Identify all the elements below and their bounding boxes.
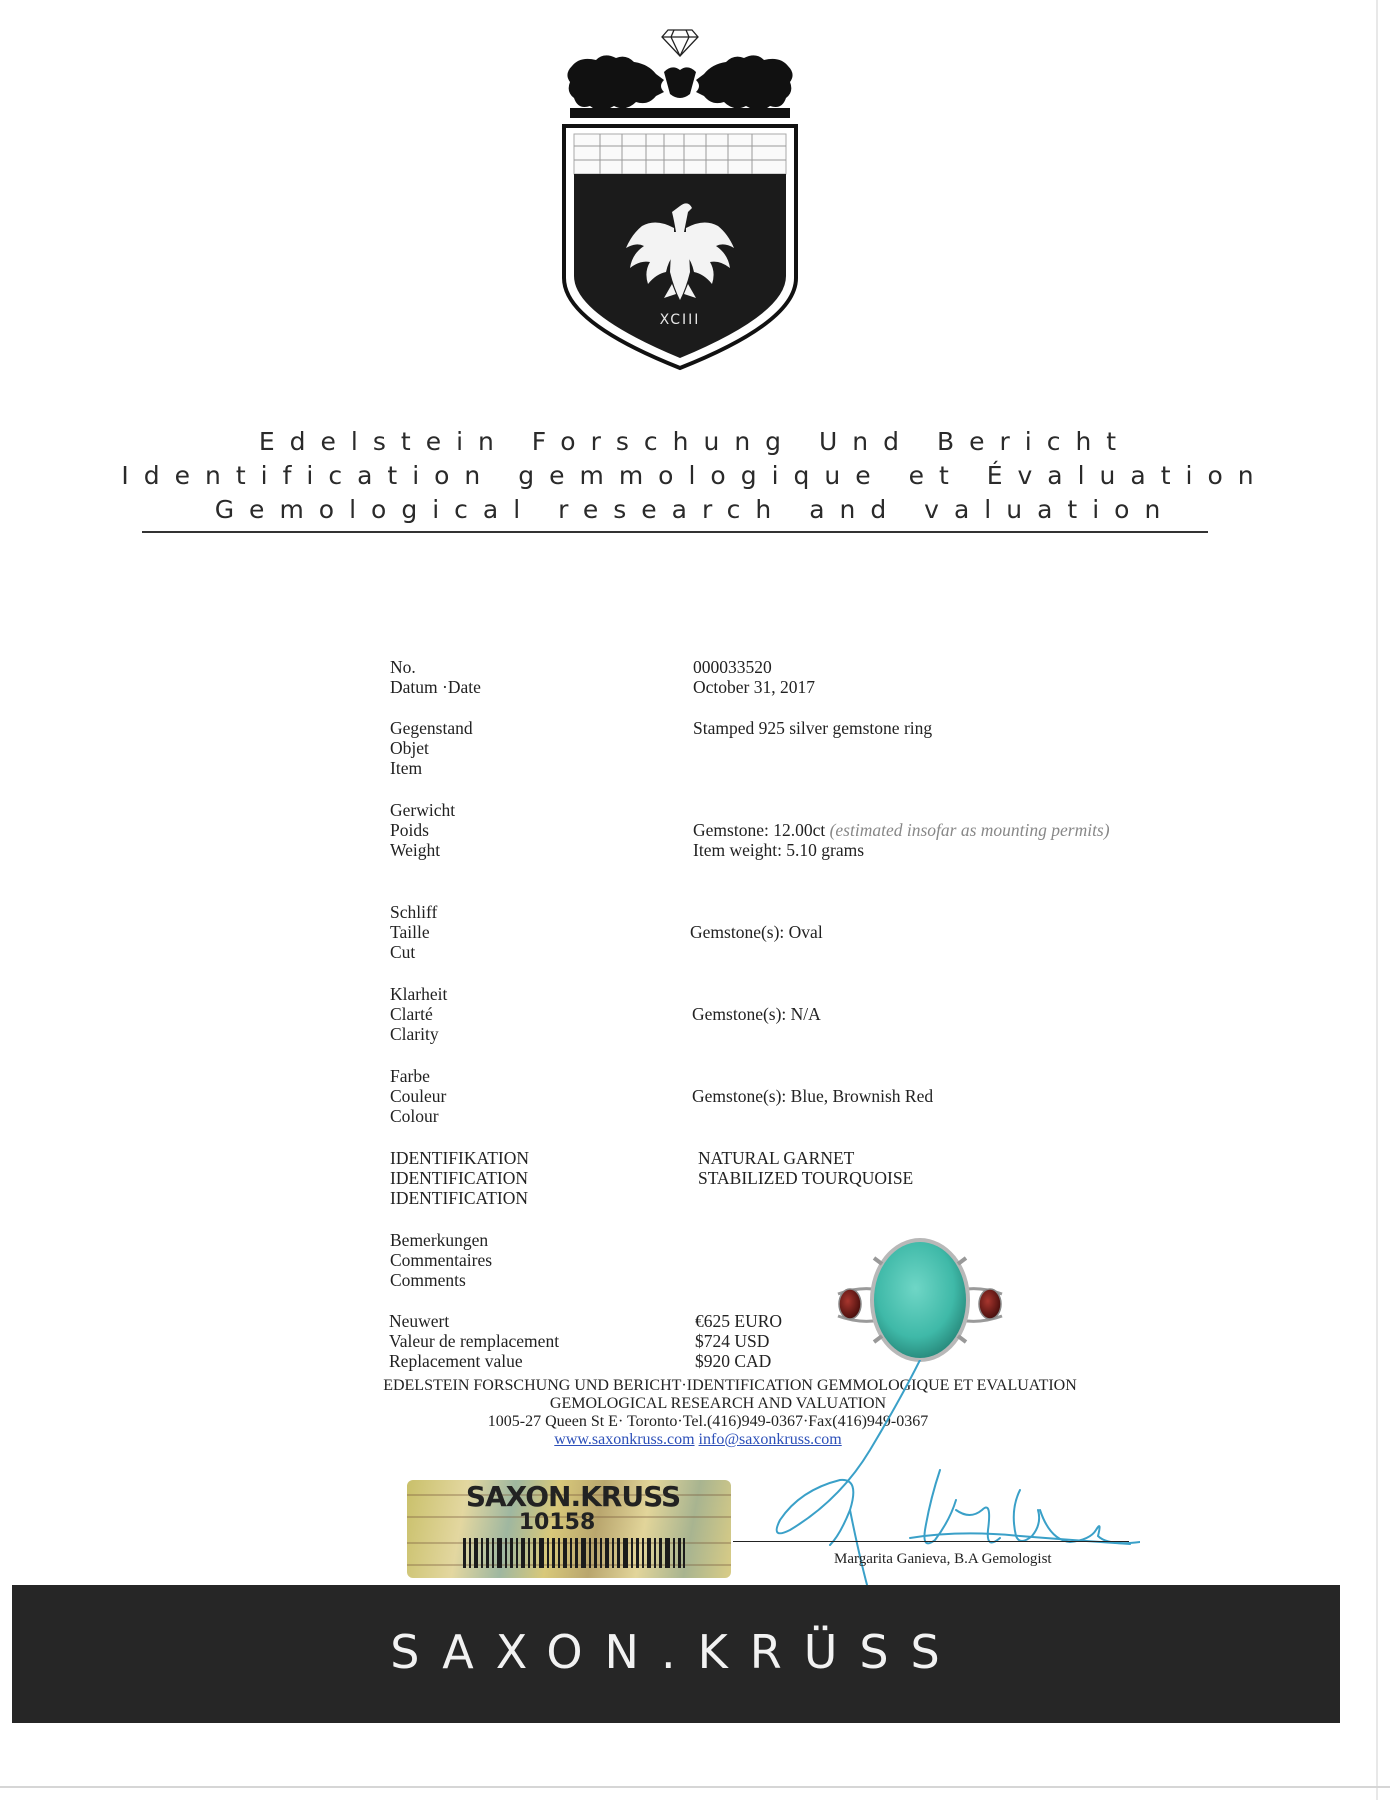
cut-label-de: Schliff [390,902,438,922]
page-edge [1376,0,1378,1800]
ring-photo [820,1224,1020,1374]
identification-label-en: IDENTIFICATION [390,1188,529,1208]
cut-label-en: Cut [390,942,416,962]
comments-label-en: Comments [390,1270,466,1290]
clarity-label-en: Clarity [390,1024,439,1044]
clarity-label-de: Klarheit [390,984,448,1004]
colour-label-en: Colour [390,1106,439,1126]
page-edge [0,1786,1390,1788]
cut-label-fr: Taille [390,922,430,942]
footer-line-2: GEMOLOGICAL RESEARCH AND VALUATION [549,1395,887,1412]
heading-french: Identification gemmologique et Évaluation [121,461,1269,490]
item-label-fr: Objet [390,738,429,758]
identification-label-de: IDENTIFIKATION [390,1148,530,1168]
identification-value-garnet: NATURAL GARNET [698,1148,855,1168]
crest-logo [560,22,800,374]
item-label-de: Gegenstand [390,718,473,738]
signature-line [733,1541,1129,1542]
report-date: October 31, 2017 [693,677,815,697]
garnet-stone [839,1289,861,1319]
number-label: No. [390,657,416,677]
heading-english: Gemological research and valuation [214,495,1176,524]
identification-label-fr: IDENTIFICATION [390,1168,529,1188]
footer-contacts [0,1431,1390,1449]
date-label: Datum ·Date [390,677,481,697]
clarity-value: Gemstone(s): N/A [692,1004,821,1024]
replacement-label-fr: Valeur de remplacement [389,1331,560,1351]
hologram-sticker [407,1480,731,1578]
garnet-stone [979,1289,1001,1319]
clarity-label-fr: Clarté [390,1004,433,1024]
identification-value-turquoise: STABILIZED TOURQUOISE [698,1168,914,1188]
replacement-label-de: Neuwert [389,1311,450,1331]
weight-label-fr: Poids [390,820,429,840]
crest-numeral: XCIII [659,312,701,328]
signatory-name: Margarita Ganieva, B.A Gemologist [834,1551,1052,1567]
website-link[interactable]: www.saxonkruss.com [554,1431,695,1448]
griffin-ornament [567,55,792,118]
footer-line-1: EDELSTEIN FORSCHUNG UND BERICHT·IDENTIFICATION GEMMOLOGIQUE ET EVALUATION [383,1377,1077,1394]
hologram-number: 10158 [518,1510,596,1535]
replacement-value-euro: €625 EURO [695,1311,783,1331]
weight-label-en: Weight [390,840,441,860]
brand-footer-bar [12,1585,1340,1723]
heading-german: Edelstein Forschung Und Bericht [258,427,1132,456]
report-number: 000033520 [693,657,772,677]
colour-value: Gemstone(s): Blue, Brownish Red [692,1086,934,1106]
weight-label-de: Gerwicht [390,800,456,820]
replacement-value-usd: $724 USD [695,1331,770,1351]
replacement-label-en: Replacement value [389,1351,523,1371]
turquoise-stone [874,1242,966,1358]
comments-label-fr: Commentaires [390,1250,493,1270]
item-weight: Item weight: 5.10 grams [693,840,865,860]
comments-label-de: Bemerkungen [390,1230,489,1250]
item-label-en: Item [390,758,423,778]
colour-label-de: Farbe [390,1066,430,1086]
gemstone-weight-note: (estimated insofar as mounting permits) [829,820,1110,840]
heading-divider [142,531,1208,533]
replacement-value-cad: $920 CAD [695,1351,772,1371]
email-link[interactable]: info@saxonkruss.com [698,1431,842,1448]
footer-line-3: 1005-27 Queen St E· Toronto·Tel.(416)949-0367·Fax(416)949-0367 [487,1413,929,1430]
brand-name: SAXON.KRÜSS [390,1625,962,1679]
item-value: Stamped 925 silver gemstone ring [693,718,933,738]
diamond-icon [662,30,698,56]
barcode [463,1538,685,1568]
colour-label-fr: Couleur [390,1086,447,1106]
gemstone-weight-value: Gemstone: 12.00ct [693,820,826,840]
gemstone-weight [693,820,1110,841]
shield-emblem [564,126,796,368]
hologram-brand: SAXON.KRUSS [465,1480,681,1513]
cut-value: Gemstone(s): Oval [690,922,823,942]
